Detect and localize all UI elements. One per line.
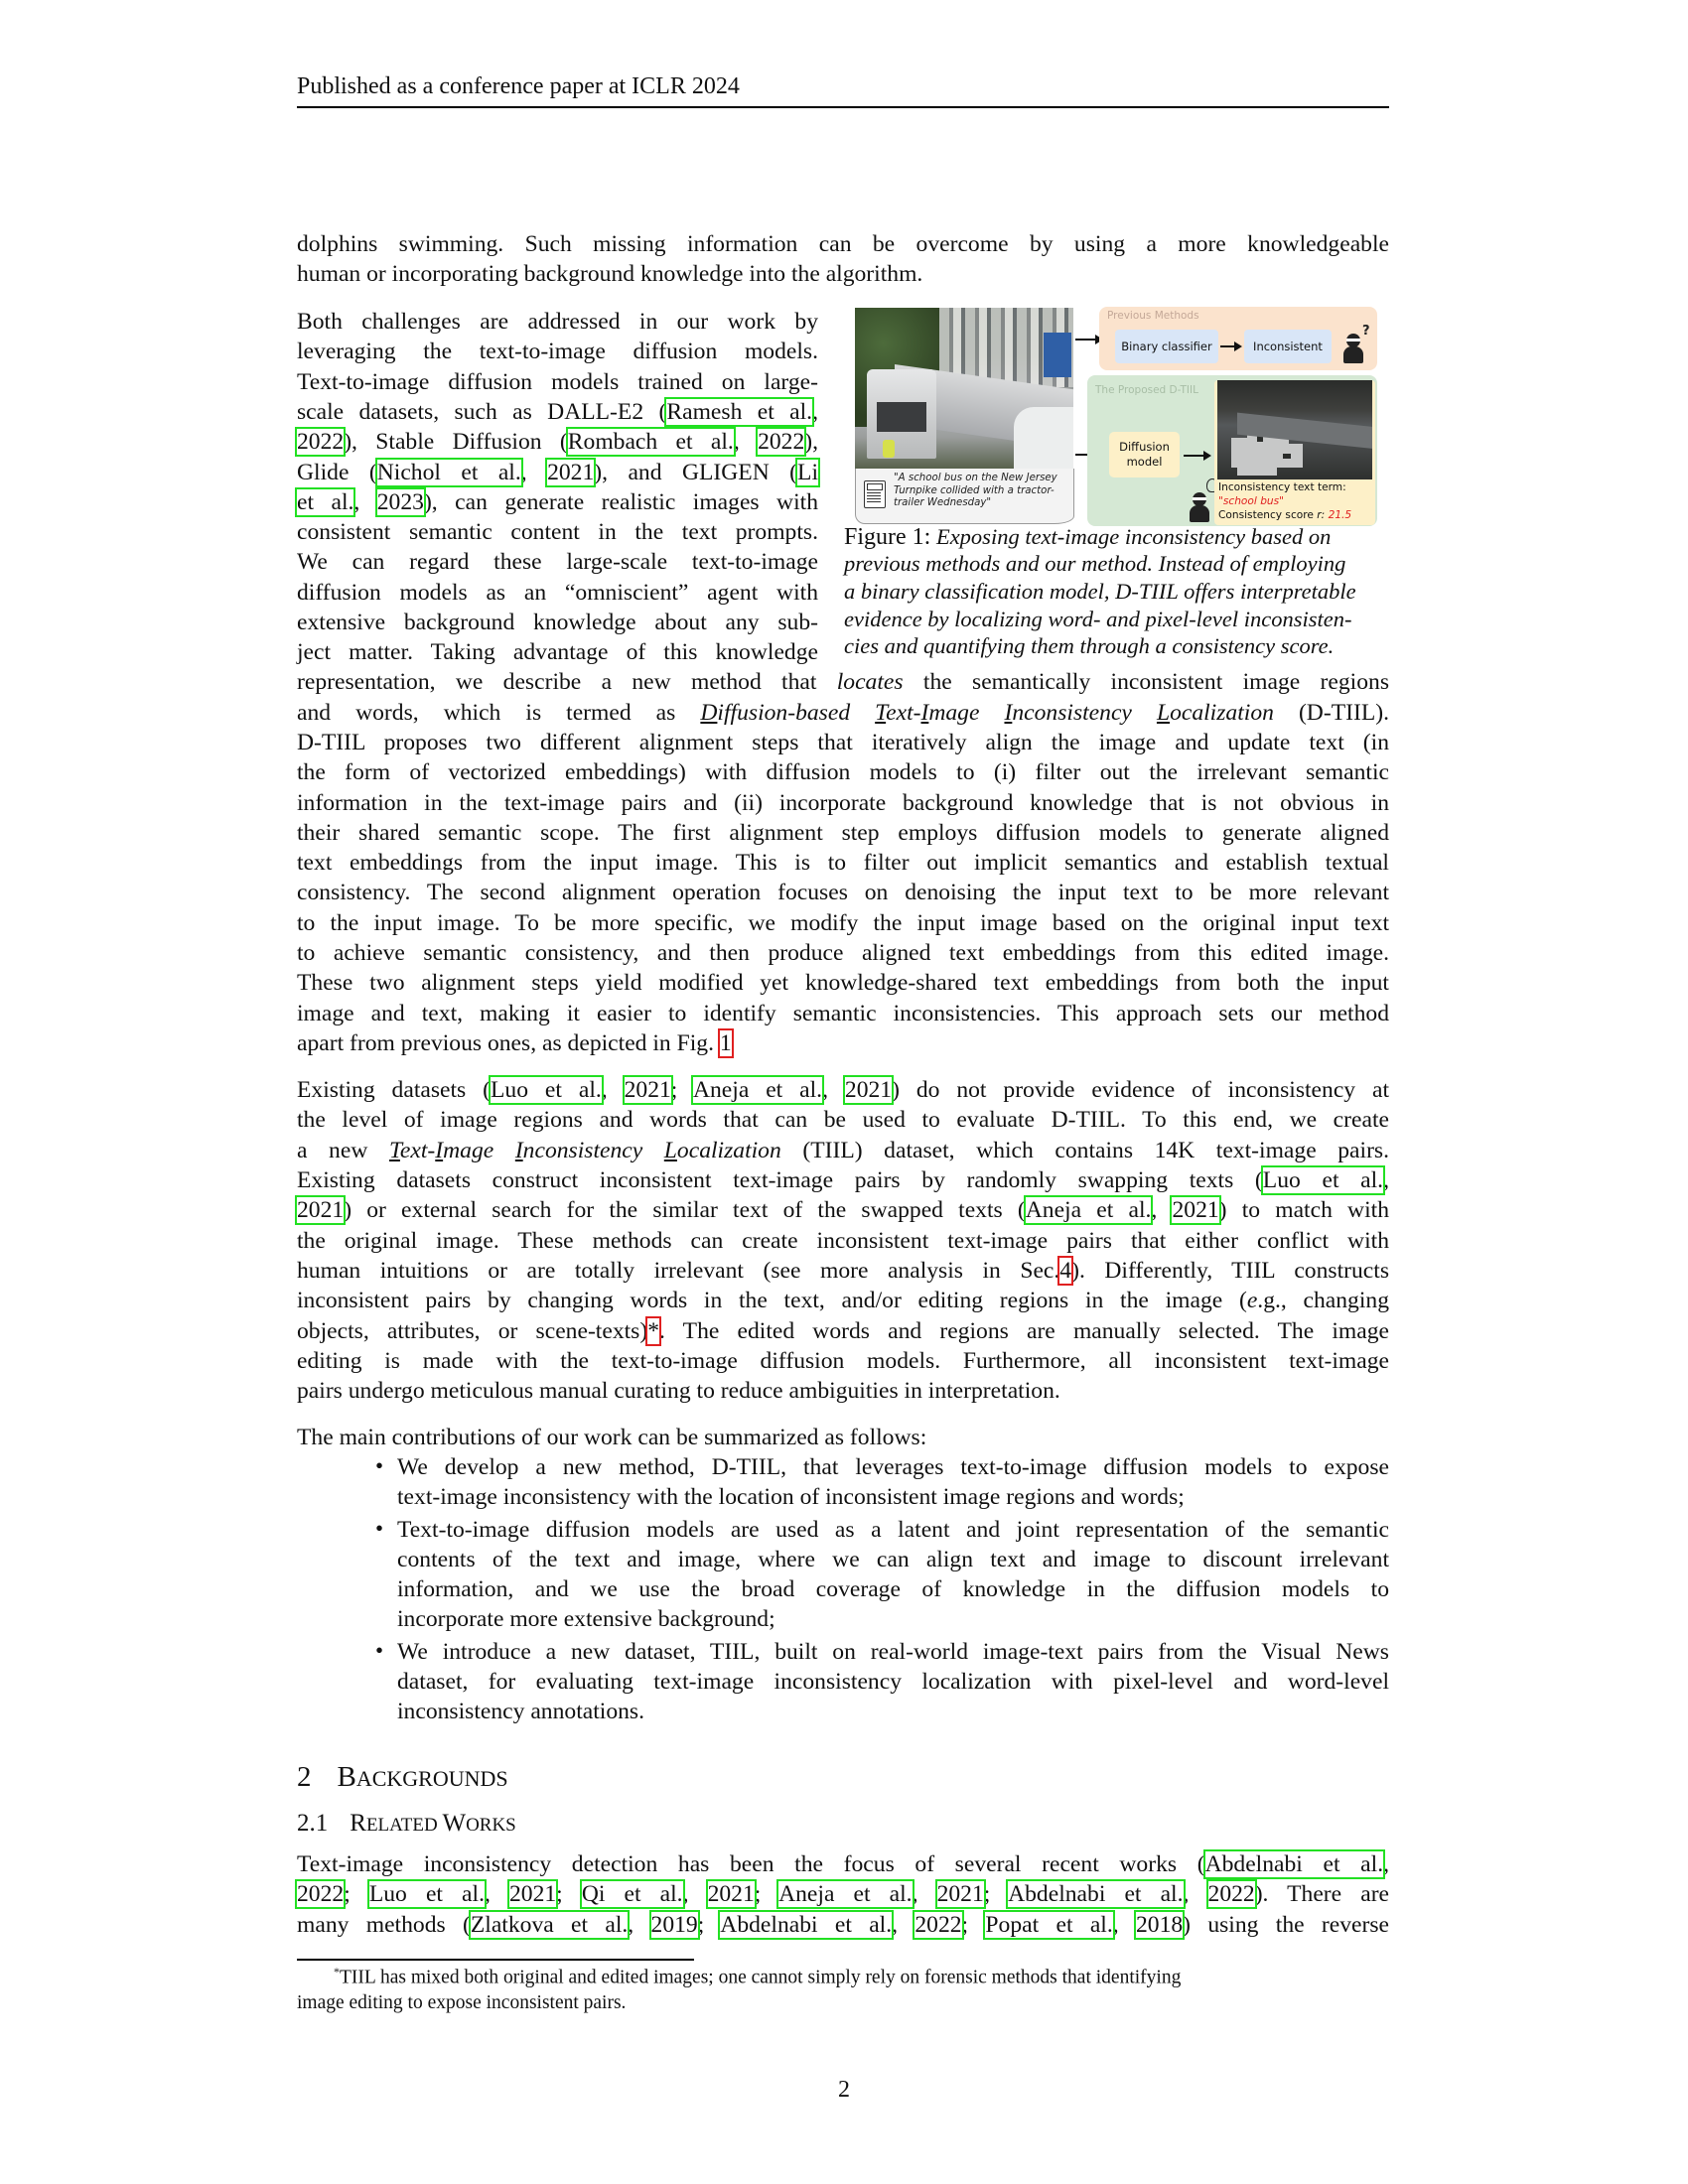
text-line	[297, 1377, 1060, 1405]
emphasis-text: T	[875, 700, 887, 726]
emphasis-text: I	[1004, 700, 1013, 726]
text-run: ,	[628, 1912, 651, 1938]
text-run: to the input image. To be more specific, we modify the input image based on the original input text	[297, 910, 1389, 936]
text-run: ,	[1383, 1167, 1389, 1193]
text-run: text embeddings from the input image. This is to filter out implicit semantics and establish textual	[297, 850, 1389, 876]
emphasis-text: nconsistency	[522, 1138, 664, 1163]
emphasis-text: mage	[443, 1138, 515, 1163]
footnote-line	[334, 1965, 1181, 1989]
text-line	[297, 609, 818, 636]
emphasis-text: ocalization	[676, 1138, 781, 1163]
news-caption-box	[855, 469, 1074, 524]
text-line	[297, 819, 1389, 847]
arrow-right-icon	[1184, 455, 1209, 457]
person-lightbulb-icon	[1189, 492, 1210, 522]
bullet-icon: •	[375, 1638, 384, 1663]
text-run: ,	[892, 1912, 915, 1938]
text-run: ,	[733, 429, 759, 455]
inconsistency-term-label: Inconsistency text term:	[1218, 481, 1346, 493]
text-run: objects, attributes, or scene-texts)	[297, 1318, 648, 1344]
emphasis-text: L	[663, 1138, 677, 1163]
emphasis-text: T	[388, 1138, 400, 1163]
person-question-icon	[1342, 334, 1364, 363]
consistency-score-value: 21.5	[1328, 509, 1352, 521]
consistency-score-label: Consistency score	[1218, 509, 1318, 521]
list-item-line: contents of the text and image, where we can align text and image to discount irrelevant	[397, 1547, 1389, 1572]
subsection-title-part: ORKS	[466, 1815, 516, 1836]
text-line	[297, 518, 818, 546]
text-run: ;	[344, 1881, 369, 1907]
footnote-text: TIIL has mixed both original and edited images; one cannot simply rely on forensic methods that identifying	[340, 1967, 1182, 1988]
inconsistent-box: Inconsistent	[1244, 330, 1332, 363]
text-run: to achieve semantic consistency, and then produce aligned text embeddings from this edited image.	[297, 940, 1389, 966]
text-run: consistent semantic content in the text prompts.	[297, 519, 818, 545]
text-run: ),	[804, 429, 819, 455]
text-run: (D-TIIL).	[1273, 700, 1389, 726]
score-symbol: r:	[1317, 509, 1326, 521]
text-line	[297, 308, 818, 336]
section-title-initial: B	[337, 1761, 356, 1793]
list-item-line: We introduce a new dataset, TIIL, built on real-world image-text pairs from the Visual News	[397, 1639, 1389, 1665]
emphasis-text: e	[1246, 1288, 1258, 1313]
list-item-line: dataset, for evaluating text-image inconsistency localization with pixel-level and word-level	[397, 1669, 1389, 1695]
list-item-line: information, and we use the broad coverage of knowledge in the diffusion models to	[397, 1576, 1389, 1602]
citation-link[interactable]: Aneja et al.	[692, 1077, 823, 1103]
list-item-line: incorporate more extensive background;	[397, 1606, 775, 1632]
citation-link[interactable]: 2021	[844, 1077, 893, 1103]
text-line	[297, 1287, 1389, 1314]
subsection-title-part: W	[442, 1810, 467, 1837]
text-run: ), can generate realistic images with	[423, 489, 818, 515]
text-line	[297, 699, 1389, 727]
citation-link[interactable]: 2022	[1207, 1881, 1255, 1907]
page-number: 2	[838, 2077, 850, 2103]
caption-line: evidence by localizing word- and pixel-level inconsisten-	[844, 607, 1352, 631]
text-line	[297, 1850, 1389, 1878]
text-line	[297, 849, 1389, 877]
text-run: ,	[484, 1881, 509, 1907]
emphasis-text: locates	[836, 669, 904, 695]
text-line	[297, 789, 1389, 817]
emphasis-text: L	[1156, 700, 1171, 726]
subsection-heading	[297, 1810, 516, 1838]
citation-link[interactable]: Luo et al.	[491, 1077, 602, 1103]
citation-link[interactable]: 2021	[508, 1881, 557, 1907]
text-run: human or incorporating background knowledge into the algorithm.	[297, 261, 923, 287]
text-run: ;	[556, 1881, 582, 1907]
newspaper-icon	[864, 480, 886, 508]
cross-reference-link[interactable]: *	[647, 1318, 660, 1344]
text-line	[297, 579, 818, 607]
text-line	[297, 879, 1389, 906]
text-run: ,	[1151, 1197, 1173, 1223]
text-run: ), and GLIGEN (	[594, 460, 798, 485]
previous-methods-panel	[1099, 307, 1377, 370]
text-line	[297, 338, 818, 365]
caption-line: a binary classification model, D-TIIL offers interpretable	[844, 579, 1356, 604]
list-item-line: Text-to-image diffusion models are used as a latent and joint representation of the semantic	[397, 1517, 1389, 1543]
text-run: pairs undergo meticulous manual curating to reduce ambiguities in interpretation.	[297, 1378, 1060, 1404]
cross-reference-link[interactable]: 4	[1059, 1258, 1072, 1284]
text-run: ). There are	[1254, 1881, 1390, 1907]
figure-label: Figure 1:	[844, 524, 931, 550]
emphasis-text: iffusion-based	[717, 700, 876, 726]
running-header: Published as a conference paper at ICLR 2024	[297, 73, 740, 99]
citation-link[interactable]: Luo et al.	[368, 1881, 485, 1907]
text-run: ,	[520, 460, 548, 485]
text-line	[297, 368, 818, 396]
text-line	[297, 488, 818, 516]
citation-link[interactable]: Abdelnabi et al.	[1204, 1851, 1384, 1877]
section-title-rest: ACKGROUNDS	[355, 1766, 508, 1791]
text-run: ,	[912, 1881, 937, 1907]
citation-link[interactable]: Luo et al.	[1262, 1167, 1384, 1193]
citation-link[interactable]: 2021	[707, 1881, 755, 1907]
footnote-marker: *	[334, 1965, 340, 1979]
citation-link[interactable]: 2018	[1135, 1912, 1184, 1938]
subsection-number: 2.1	[297, 1810, 329, 1837]
bullet-icon: •	[375, 1453, 384, 1478]
text-line	[297, 260, 922, 288]
bullet-icon: •	[375, 1516, 384, 1541]
text-run: ;	[983, 1881, 1009, 1907]
text-run: ;	[754, 1881, 779, 1907]
previous-methods-title: Previous Methods	[1107, 310, 1199, 322]
text-line	[297, 1166, 1389, 1194]
text-run: ,	[601, 1077, 625, 1103]
text-line	[297, 230, 1389, 258]
caption-line: cies and quantifying them through a consistency score.	[844, 633, 1335, 658]
text-run: consistency. The second alignment operation focuses on denoising the input text to be more relevant	[297, 880, 1389, 905]
text-run: the semantically inconsistent image regions	[903, 669, 1389, 695]
contributions-intro: The main contributions of our work can be summarized as follows:	[297, 1425, 927, 1450]
text-run: ,	[682, 1881, 708, 1907]
text-run: apart from previous ones, as depicted in Fig.	[297, 1030, 720, 1056]
list-item-line: We develop a new method, D-TIIL, that leverages text-to-image diffusion models to expose	[397, 1454, 1389, 1480]
citation-link[interactable]: 2021	[936, 1881, 984, 1907]
consistency-score	[1218, 509, 1351, 521]
text-run: ,	[353, 489, 377, 515]
text-run: their shared semantic scope. The first alignment step employs diffusion models to generate aligned	[297, 820, 1389, 846]
text-run: Text-image inconsistency detection has been the focus of several recent works (	[297, 1851, 1205, 1877]
text-run: We can regard these large-scale text-to-image	[297, 549, 818, 575]
text-line	[297, 668, 1389, 696]
subsection-title-part: ELATED	[365, 1815, 443, 1836]
text-line	[297, 939, 1389, 967]
text-run: a new	[297, 1138, 389, 1163]
citation-link[interactable]: Abdelnabi et al.	[720, 1912, 893, 1938]
text-run: ), Stable Diffusion (	[344, 429, 568, 455]
text-run: ject matter. Taking advantage of this knowledge	[297, 639, 818, 665]
text-line	[297, 969, 1389, 997]
citation-link[interactable]: 2023	[376, 489, 424, 515]
text-run: D-TIIL proposes two different alignment steps that iteratively align the image and update text (in	[297, 730, 1389, 755]
text-line	[297, 428, 818, 456]
citation-link[interactable]: Qi et al.	[581, 1881, 683, 1907]
text-run: and words, which is termed as	[297, 700, 701, 726]
citation-link[interactable]: Popat et al.	[985, 1912, 1113, 1938]
text-run: Text-to-image diffusion models trained on large-	[297, 369, 818, 395]
text-run: Both challenges are addressed in our work by	[297, 309, 818, 335]
text-run: leveraging the text-to-image diffusion models.	[297, 339, 818, 364]
text-run: representation, we describe a new method that	[297, 669, 837, 695]
citation-link[interactable]: 2022	[297, 1881, 345, 1907]
citation-link[interactable]: Nichol et al.	[376, 460, 521, 485]
footnote-rule	[297, 1959, 694, 1961]
arrow-right-icon	[1075, 339, 1101, 341]
text-line	[297, 1911, 1389, 1939]
citation-link[interactable]: 2022	[297, 429, 345, 455]
emphasis-text: D	[700, 700, 718, 726]
text-run: human intuitions or are totally irrelevant (see more analysis in Sec.	[297, 1258, 1060, 1284]
text-run: the form of vectorized embeddings) with diffusion models to (i) filter out the irrelevant semantic	[297, 759, 1389, 785]
text-run: (TIIL) dataset, which contains 14K text-image pairs.	[780, 1138, 1390, 1163]
citation-link[interactable]: 2019	[650, 1912, 698, 1938]
text-line	[297, 1029, 732, 1057]
text-run: ) or external search for the similar text of the swapped texts (	[344, 1197, 1026, 1223]
footnote-line: image editing to expose inconsistent pairs.	[297, 1992, 627, 2013]
citation-link[interactable]: 2021	[297, 1197, 345, 1223]
text-line	[297, 729, 1389, 756]
text-run: .g., changing	[1257, 1288, 1389, 1313]
proposed-method-panel	[1087, 375, 1377, 526]
text-line	[297, 1880, 1389, 1908]
text-line	[297, 1137, 1389, 1164]
text-run: ;	[697, 1912, 721, 1938]
text-run: ;	[961, 1912, 986, 1938]
citation-link[interactable]: 2022	[758, 429, 805, 455]
text-line	[297, 398, 818, 426]
text-run: ,	[1112, 1912, 1136, 1938]
citation-link[interactable]: Aneja et al.	[778, 1881, 913, 1907]
text-run: many methods (	[297, 1912, 471, 1938]
citation-link[interactable]: Rombach et al.	[567, 429, 734, 455]
text-run: . The edited words and regions are manually selected. The image	[659, 1318, 1389, 1344]
text-run: ,	[822, 1077, 845, 1103]
citation-link[interactable]: Zlatkova et al.	[470, 1912, 629, 1938]
diffusion-model-box: Diffusion model	[1109, 432, 1180, 478]
text-run: scale datasets, such as DALL-E2 (	[297, 399, 667, 425]
citation-link[interactable]: Ramesh et al.	[666, 399, 813, 425]
citation-link[interactable]: et al.	[297, 489, 354, 515]
emphasis-text: ext-	[399, 1138, 436, 1163]
text-line	[297, 1227, 1389, 1255]
text-run: image and text, making it easier to identify semantic inconsistencies. This approach sets our method	[297, 1001, 1389, 1026]
section-number: 2	[297, 1761, 312, 1793]
list-item-line: text-image inconsistency with the location of inconsistent image regions and words;	[397, 1484, 1185, 1510]
text-line	[297, 459, 818, 486]
text-line	[297, 1000, 1389, 1027]
header-rule	[297, 106, 1389, 108]
text-line	[297, 1076, 1389, 1104]
emphasis-text: I	[514, 1138, 523, 1163]
cross-reference-link[interactable]: 1	[719, 1030, 732, 1056]
emphasis-text: I	[920, 700, 929, 726]
text-run: dolphins swimming. Such missing information can be overcome by using a more knowledgeable	[297, 231, 1389, 257]
section-heading	[297, 1761, 508, 1794]
list-item-line: inconsistency annotations.	[397, 1699, 645, 1724]
text-run: ,	[812, 399, 818, 425]
text-line	[297, 548, 818, 576]
citation-link[interactable]: 2021	[1172, 1197, 1219, 1223]
citation-link[interactable]: Abdelnabi et al.	[1008, 1881, 1184, 1907]
citation-link[interactable]: 2021	[547, 460, 595, 485]
text-run: Glide (	[297, 460, 377, 485]
caption-line: previous methods and our method. Instead of employing	[844, 551, 1346, 576]
text-run: the level of image regions and words that can be used to evaluate D-TIIL. To this end, we create	[297, 1107, 1389, 1133]
text-run: ) using the reverse	[1183, 1912, 1390, 1938]
emphasis-text: ext-	[886, 700, 921, 726]
text-run: ,	[1383, 1851, 1389, 1877]
text-line	[297, 1317, 1389, 1345]
inconsistency-mask-image	[1217, 380, 1372, 479]
text-run: ). Differently, TIIL constructs	[1071, 1258, 1390, 1284]
text-run: Existing datasets construct inconsistent text-image pairs by randomly swapping texts (	[297, 1167, 1263, 1193]
text-run: editing is made with the text-to-image diffusion models. Furthermore, all inconsistent text-image	[297, 1348, 1389, 1374]
subsection-title-part: R	[350, 1810, 366, 1837]
text-line	[297, 1347, 1389, 1375]
text-line	[297, 1196, 1389, 1224]
text-run: extensive background knowledge about any sub-	[297, 610, 818, 635]
arrow-right-icon	[1220, 345, 1240, 347]
localization-result	[1214, 380, 1375, 525]
text-run: ,	[1183, 1881, 1208, 1907]
proposed-method-title: The Proposed D-TIIL	[1095, 384, 1198, 396]
text-run: ;	[670, 1077, 693, 1103]
text-run: Existing datasets (	[297, 1077, 492, 1103]
text-run: ) do not provide evidence of inconsistency at	[892, 1077, 1390, 1103]
inconsistency-term-value: "school bus"	[1218, 495, 1285, 507]
text-run: diffusion models as an “omniscient” agent with	[297, 580, 818, 606]
bus-crash-photo	[855, 308, 1073, 470]
binary-classifier-box: Binary classifier	[1115, 330, 1218, 363]
citation-link[interactable]: 2022	[914, 1912, 962, 1938]
text-line	[297, 1106, 1389, 1134]
text-run: These two alignment steps yield modified yet knowledge-shared text embeddings from both the input	[297, 970, 1389, 996]
text-line	[297, 1257, 1389, 1285]
citation-link[interactable]: Aneja et al.	[1025, 1197, 1152, 1223]
text-line	[297, 909, 1389, 937]
text-run: information in the text-image pairs and (ii) incorporate background knowledge that is not obvious in	[297, 790, 1389, 816]
emphasis-text: ocalization	[1170, 700, 1274, 726]
news-caption-quote: "A school bus on the New Jersey Turnpike collided with a tractor-trailer Wednesday"	[894, 473, 1057, 508]
text-run: inconsistent pairs by changing words in the text, and/or editing regions in the image (	[297, 1288, 1247, 1313]
caption-line: Exposing text-image inconsistency based on	[935, 524, 1332, 549]
text-line	[297, 638, 818, 666]
emphasis-text: mage	[928, 700, 1005, 726]
citation-link[interactable]: 2021	[624, 1077, 671, 1103]
text-run: the original image. These methods can create inconsistent text-image pairs that either conflict with	[297, 1228, 1389, 1254]
emphasis-text: I	[435, 1138, 444, 1163]
text-line	[297, 758, 1389, 786]
text-run: ) to match with	[1218, 1197, 1390, 1223]
citation-link[interactable]: Li	[797, 460, 818, 485]
question-mark-icon: ?	[1362, 324, 1370, 339]
emphasis-text: nconsistency	[1012, 700, 1157, 726]
